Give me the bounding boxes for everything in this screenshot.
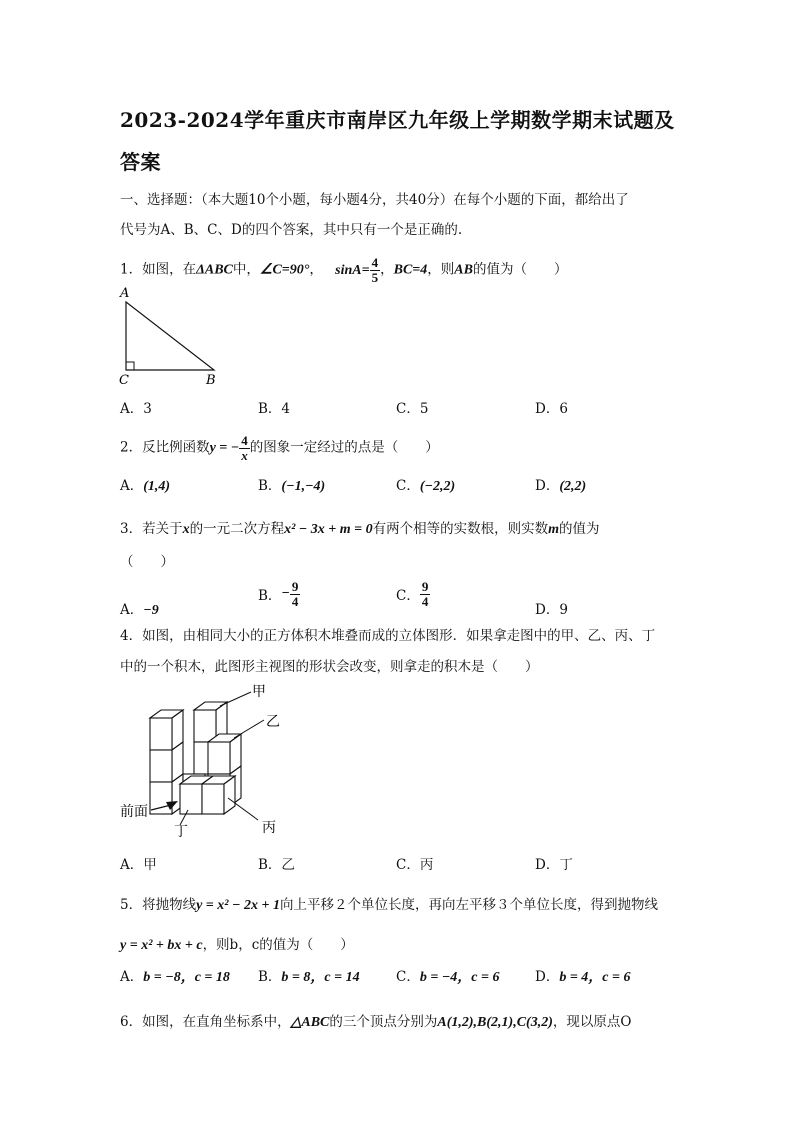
q6-triangle: △ABC bbox=[290, 1015, 330, 1030]
question-2-stem bbox=[120, 434, 439, 462]
cube-face bbox=[208, 742, 230, 774]
question-3-stem bbox=[120, 517, 600, 538]
cube-label-bing: 丙 bbox=[262, 820, 276, 836]
q2-option-d[interactable] bbox=[535, 474, 586, 495]
cube-face bbox=[180, 784, 202, 814]
q1-option-d[interactable]: D．6 bbox=[535, 401, 568, 417]
q3-text: 有两个相等的实数根，则实数 bbox=[372, 521, 549, 537]
fraction-denominator: 4 bbox=[291, 593, 299, 609]
cube-face bbox=[202, 784, 224, 814]
q1-fraction-numerator: 4 bbox=[371, 255, 379, 270]
option-value: b = −4，c = 6 bbox=[419, 970, 500, 985]
option-letter: D． bbox=[535, 602, 560, 618]
q6-vertices: A(1,2),B(2,1),C(3,2) bbox=[437, 1015, 553, 1030]
q2-text: 的图象一定经过的点是（ ） bbox=[249, 439, 439, 456]
option-value: b = 8，c = 14 bbox=[281, 970, 360, 985]
page-title: 2023-2024学年重庆市南岸区九年级上学期数学期末试题及 bbox=[120, 108, 675, 132]
front-label: 前面 bbox=[120, 804, 148, 820]
q3-c-fraction bbox=[420, 580, 431, 608]
option-value: (−2,2) bbox=[419, 479, 456, 494]
q3-option-b[interactable] bbox=[258, 580, 300, 608]
question-1-triangle-figure bbox=[116, 284, 226, 388]
option-letter: B． bbox=[258, 969, 282, 985]
q1-label-b: B bbox=[206, 373, 216, 388]
option-sign: − bbox=[281, 586, 290, 602]
q3-text: 的一元二次方程 bbox=[189, 521, 285, 537]
q4-option-a[interactable]: A．甲 bbox=[120, 857, 157, 873]
q1-fraction-denominator: 5 bbox=[371, 269, 379, 285]
option-value: (−1,−4) bbox=[281, 479, 326, 494]
q1-sin: sinA= bbox=[335, 262, 370, 278]
option-letter: C． bbox=[396, 478, 420, 494]
q2-fraction-numerator: 4 bbox=[241, 433, 248, 448]
cube-label-ding: 丁 bbox=[174, 824, 188, 840]
q2-fraction bbox=[239, 434, 250, 462]
q2-option-b[interactable] bbox=[258, 474, 325, 495]
option-value: −9 bbox=[143, 603, 159, 618]
q1-option-c[interactable]: C．5 bbox=[396, 401, 429, 417]
q3-variable: x bbox=[182, 522, 190, 537]
option-value: 9 bbox=[559, 602, 568, 618]
option-value: (1,4) bbox=[143, 479, 171, 494]
q6-text: 的三个顶点分别为 bbox=[329, 1014, 438, 1030]
q1-text: 的值为（ ） bbox=[472, 261, 568, 278]
cube-face bbox=[150, 750, 172, 782]
question-3-stem-continued: （ ） bbox=[120, 554, 174, 570]
q5-text: 向上平移２个单位长度，再向左平移３个单位长度，得到抛物线 bbox=[279, 897, 658, 913]
q3-text: 的值为 bbox=[559, 521, 600, 537]
q1-ab: AB bbox=[454, 262, 473, 278]
q2-text: 2．反比例函数 bbox=[120, 439, 210, 456]
page-title-continued: 答案 bbox=[120, 150, 161, 174]
section-heading-continued: 代号为A、B、C、D的四个答案，其中只有一个是正确的. bbox=[120, 222, 463, 238]
cube-label-yi: 乙 bbox=[266, 714, 280, 730]
question-4-stem: 4．如图，由相同大小的正方体积木堆叠而成的立体图形．如果拿走图中的甲、乙、丙、丁 bbox=[120, 628, 656, 644]
q3-text: 3．若关于 bbox=[120, 521, 183, 537]
option-letter: D． bbox=[535, 478, 560, 494]
q4-option-b[interactable]: B．乙 bbox=[258, 857, 295, 873]
fraction-numerator: 9 bbox=[421, 579, 429, 594]
question-6-stem bbox=[120, 1010, 631, 1031]
q2-option-a[interactable] bbox=[120, 474, 170, 495]
option-letter: D． bbox=[535, 969, 560, 985]
q4-option-d[interactable]: D．丁 bbox=[535, 857, 573, 873]
q4-option-c[interactable]: C．丙 bbox=[396, 857, 434, 873]
q1-text: ， bbox=[309, 261, 323, 278]
q5-option-b[interactable] bbox=[258, 965, 360, 986]
q2-fraction-denominator: x bbox=[241, 447, 248, 463]
option-value: b = 4，c = 6 bbox=[559, 970, 631, 985]
q2-function: y = − bbox=[209, 440, 240, 456]
cube-face bbox=[194, 710, 216, 742]
q1-label-a: A bbox=[120, 286, 130, 301]
q5-option-d[interactable] bbox=[535, 965, 631, 986]
q1-triangle: ΔABC bbox=[196, 262, 233, 278]
q5-option-a[interactable] bbox=[120, 965, 230, 986]
option-value: (2,2) bbox=[559, 479, 587, 494]
q1-bc: BC=4 bbox=[393, 262, 428, 278]
q1-option-a[interactable]: A．3 bbox=[120, 401, 152, 417]
option-letter: C． bbox=[396, 969, 420, 985]
q1-text: 1．如图，在 bbox=[120, 261, 197, 278]
q3-option-a[interactable] bbox=[120, 598, 159, 619]
q1-angle: ∠C=90° bbox=[259, 262, 310, 278]
q3-equation: x² − 3x + m = 0 bbox=[284, 522, 373, 537]
q3-b-fraction bbox=[290, 580, 301, 608]
q2-option-c[interactable] bbox=[396, 474, 455, 495]
q6-text: ，现以原点O bbox=[552, 1014, 632, 1030]
option-letter: A． bbox=[120, 478, 144, 494]
option-letter: A． bbox=[120, 602, 144, 618]
question-5-stem-continued bbox=[120, 933, 354, 954]
q3-option-d[interactable] bbox=[535, 598, 568, 618]
option-value: b = −8，c = 18 bbox=[143, 970, 230, 985]
section-heading: 一、选择题：（本大题10个小题，每小题4分，共40分）在每个小题的下面，都给出了 bbox=[120, 192, 629, 208]
fraction-denominator: 4 bbox=[421, 593, 429, 609]
q1-fraction bbox=[370, 256, 381, 284]
question-4-stem-continued: 中的一个积木，此图形主视图的形状会改变，则拿走的积木是（ ） bbox=[120, 659, 539, 675]
option-letter: A． bbox=[120, 969, 144, 985]
option-letter: B． bbox=[258, 588, 282, 605]
q1-text: ，则 bbox=[427, 261, 455, 278]
q5-parabola-result: y = x² + bx + c bbox=[120, 938, 203, 953]
q5-text: ，则b，c的值为（ ） bbox=[202, 937, 354, 953]
question-4-cubes-figure bbox=[116, 680, 296, 840]
fraction-numerator: 9 bbox=[291, 579, 299, 594]
option-letter: B． bbox=[258, 478, 282, 494]
cube-face bbox=[150, 718, 172, 750]
q5-parabola: y = x² − 2x + 1 bbox=[196, 898, 280, 913]
q6-text: 6．如图，在直角坐标系中， bbox=[120, 1014, 291, 1030]
question-5-stem bbox=[120, 893, 658, 914]
q1-text: ， bbox=[380, 261, 394, 278]
cube-label-jia: 甲 bbox=[252, 684, 266, 700]
q1-text: 中， bbox=[232, 261, 260, 278]
option-letter: C． bbox=[396, 588, 420, 605]
question-1-stem bbox=[120, 256, 567, 284]
q5-option-c[interactable] bbox=[396, 965, 500, 986]
q3-variable-m: m bbox=[548, 522, 560, 537]
q3-option-c[interactable] bbox=[396, 580, 430, 608]
q1-label-c: C bbox=[119, 373, 129, 388]
q5-text: 5．将抛物线 bbox=[120, 897, 197, 913]
q1-option-b[interactable]: B．4 bbox=[258, 401, 291, 417]
